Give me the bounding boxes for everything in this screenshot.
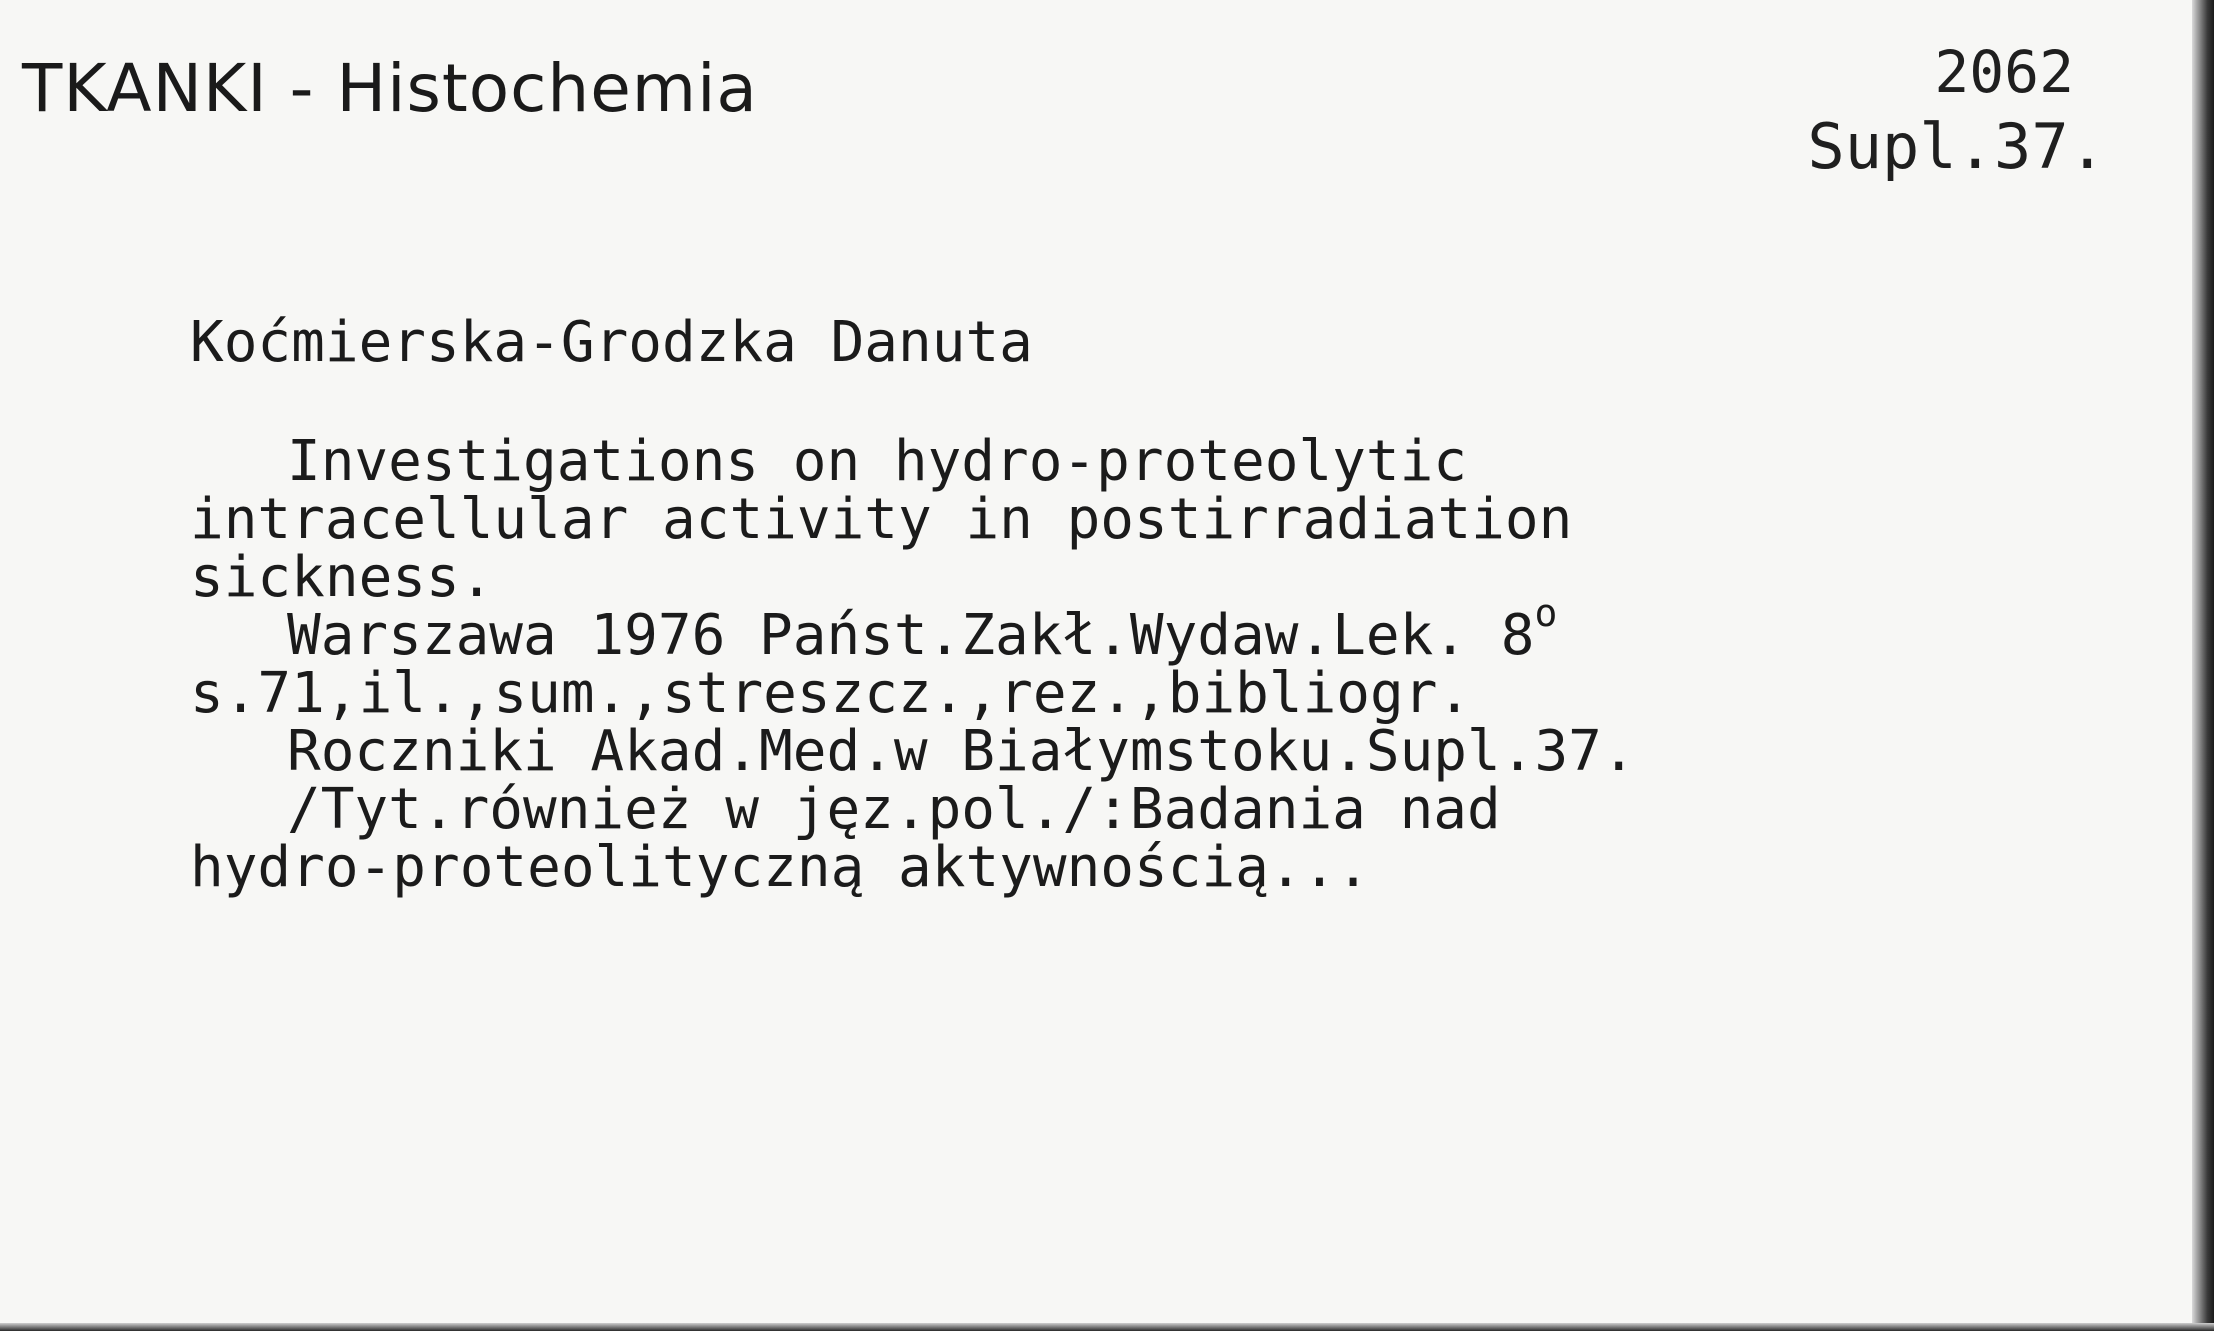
- title-line: sickness.: [190, 545, 494, 610]
- note-line: /Tyt.również w jęz.pol./:Badania nad: [287, 777, 1501, 842]
- title-line: Investigations on hydro-proteolytic: [287, 429, 1468, 494]
- bibliographic-description: [190, 429, 1636, 900]
- imprint-text: Warszawa 1976 Państ.Zakł.Wydaw.Lek. 8: [287, 603, 1535, 668]
- series-statement: Roczniki Akad.Med.w Białymstoku.Supl.37.: [287, 719, 1636, 784]
- subject-heading: TKANKI - Histochemia: [22, 50, 758, 127]
- format-superscript: o: [1534, 591, 1558, 635]
- physical-description: s.71,il.,sum.,streszcz.,rez.,bibliogr.: [190, 661, 1472, 726]
- call-number: 2062: [1934, 38, 2074, 106]
- imprint-line: [190, 591, 1636, 668]
- supplement-number: Supl.37.: [1807, 110, 2106, 183]
- note-line: hydro-proteolityczną aktywnością...: [190, 835, 1371, 900]
- card-bottom-edge: [0, 1323, 2214, 1331]
- author-name: Koćmierska-Grodzka Danuta: [190, 310, 1033, 375]
- title-line: intracellular activity in postirradiation: [190, 487, 1573, 552]
- card-edge-shadow: [2192, 0, 2214, 1331]
